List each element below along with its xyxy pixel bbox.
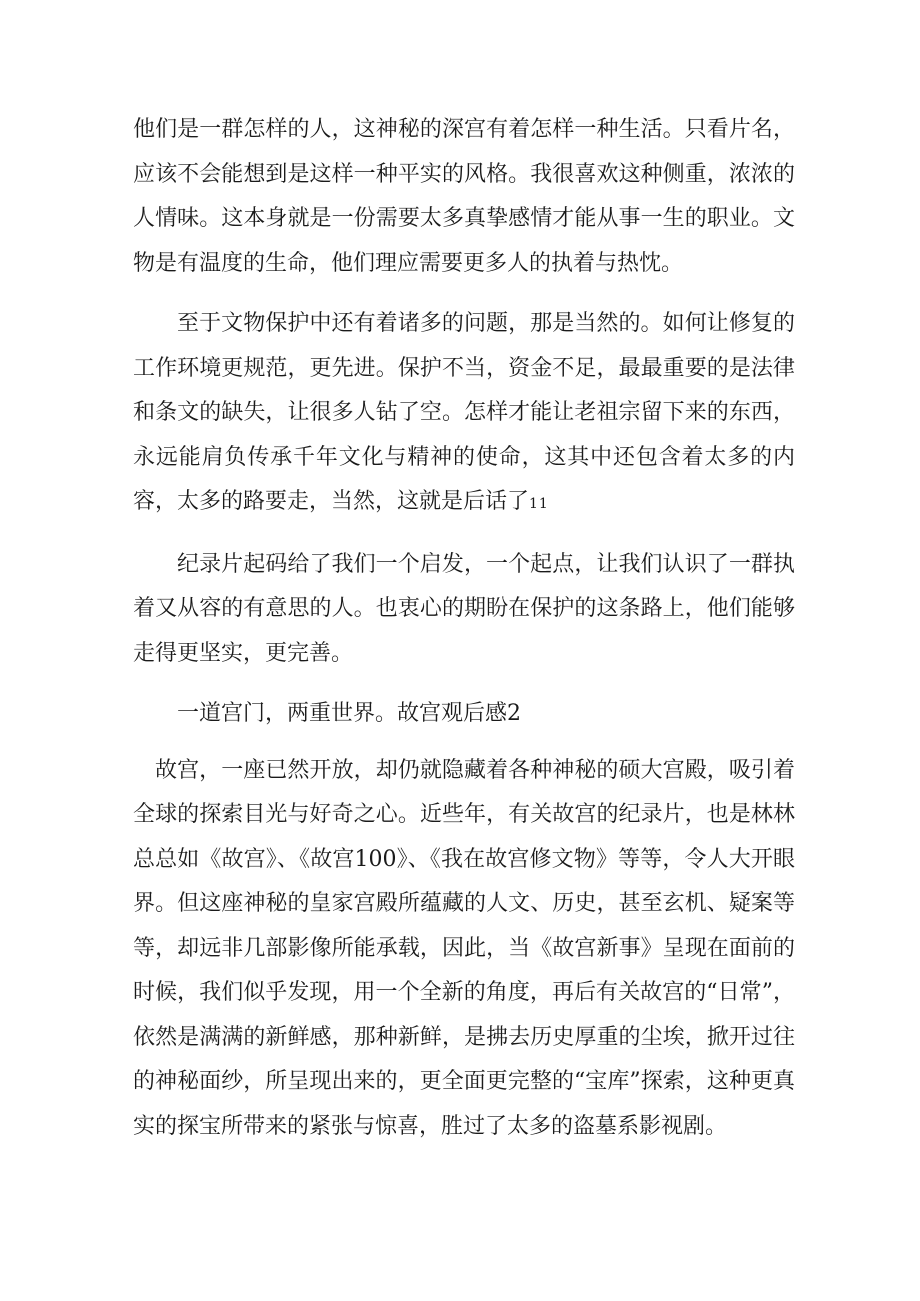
paragraph-3-text: 纪录片起码给了我们一个启发，一个起点，让我们认识了一群执着又从容的有意思的人。也衷心的期盼在保护的这条路上，他们能够走得更坚实，更完善。 [133, 551, 795, 666]
paragraph-1 [133, 108, 795, 286]
document-body [133, 108, 795, 1165]
paragraph-5 [133, 749, 795, 1150]
paragraph-2-marker: 11 [529, 496, 549, 512]
paragraph-1-text: 他们是一群怎样的人，这神秘的深宫有着怎样一种生活。只看片名，应该不会能想到是这样一种平实的风格。我很喜欢这种侧重，浓浓的人情味。这本身就是一份需要太多真挚感情才能从事一生的职业。文物是有温度的生命，他们理应需要更多人的执着与热忱。 [133, 117, 795, 276]
paragraph-2-text: 至于文物保护中还有着诸多的问题，那是当然的。如何让修复的工作环境更规范，更先进。保护不当，资金不足，最最重要的是法律和条文的缺失，让很多人钻了空。怎样才能让老祖宗留下来的东西，永远能肩负传承千年文化与精神的使命，这其中还包含着太多的内容，太多的路要走，当然，这就是后话了 [133, 311, 795, 514]
paragraph-5-text: 故宫，一座已然开放，却仍就隐藏着各种神秘的硕大宫殿，吸引着全球的探索目光与好奇之心。近些年，有关故宫的纪录片，也是林林总总如《故宫》、《故宫100》、《我在故宫修文物》等等，令人大开眼界。但这座神秘的皇家宫殿所蕴藏的人文、历史，甚至玄机、疑案等等，却远非几部影像所能承载，因此，当《故宫新事》呈现在面前的时候，我们似乎发现，用一个全新的角度，再后有关故宫的“日常”，依然是满满的新鲜感，那种新鲜，是拂去历史厚重的尘埃，掀开过往的神秘面纱，所呈现出来的，更全面更完整的“宝库”探索，这种更真实的探宝所带来的紧张与惊喜，胜过了太多的盗墓系影视剧。 [133, 757, 795, 1139]
paragraph-3 [133, 543, 795, 677]
paragraph-2 [133, 302, 795, 527]
section-heading [133, 692, 795, 737]
section-heading-text: 一道宫门，两重世界。故宫观后感2 [177, 701, 521, 726]
